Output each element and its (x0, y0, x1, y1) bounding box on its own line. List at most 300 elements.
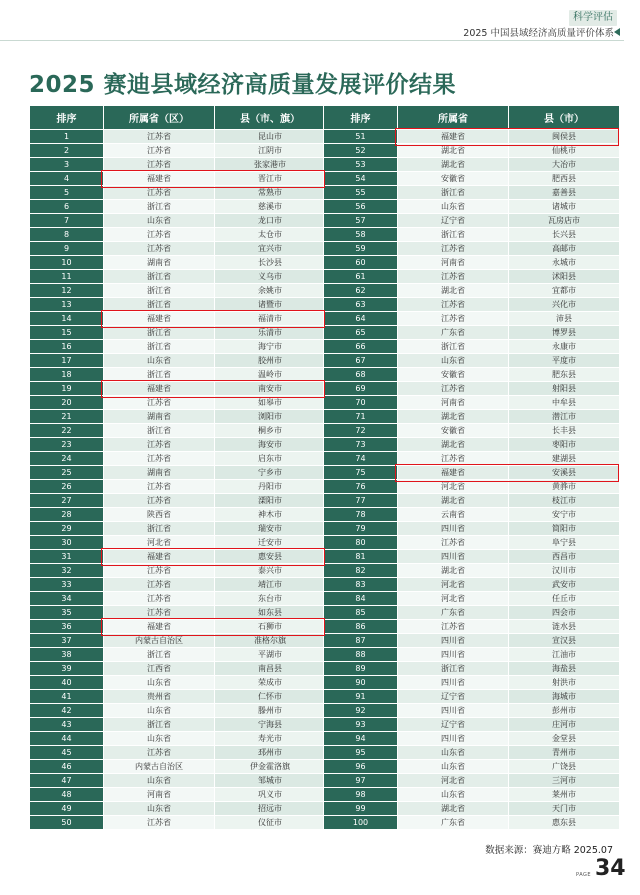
county-cell: 江油市 (509, 648, 620, 662)
table-row (30, 200, 326, 214)
county-cell: 张家港市 (215, 158, 326, 172)
table-row (324, 298, 620, 312)
rank-cell: 68 (324, 368, 398, 382)
county-cell: 惠安县 (215, 550, 326, 564)
table-row (30, 242, 326, 256)
table-row (30, 312, 326, 326)
rank-cell: 70 (324, 396, 398, 410)
province-cell: 江苏省 (398, 298, 509, 312)
table-row (324, 606, 620, 620)
table-header-row (324, 106, 620, 130)
source-note: 数据来源：赛迪方略 2025.07 (485, 845, 613, 856)
county-cell: 瓦房店市 (509, 214, 620, 228)
table-row (324, 648, 620, 662)
county-cell: 神木市 (215, 508, 326, 522)
table-row (30, 256, 326, 270)
province-cell: 浙江省 (104, 424, 215, 438)
province-cell: 浙江省 (104, 648, 215, 662)
rank-cell: 8 (30, 228, 104, 242)
table-row (30, 410, 326, 424)
column-header-rank: 排序 (30, 106, 104, 130)
rank-cell: 66 (324, 340, 398, 354)
rank-cell: 27 (30, 494, 104, 508)
province-cell: 江苏省 (104, 396, 215, 410)
rank-cell: 11 (30, 270, 104, 284)
table-row (30, 816, 326, 830)
province-cell: 四川省 (398, 648, 509, 662)
province-cell: 河北省 (398, 578, 509, 592)
rank-cell: 78 (324, 508, 398, 522)
table-row (30, 368, 326, 382)
table-row (30, 466, 326, 480)
county-cell: 兴化市 (509, 298, 620, 312)
rank-cell: 77 (324, 494, 398, 508)
table-row (324, 130, 620, 144)
page-number: 34 (595, 856, 626, 881)
page-label: PAGE (576, 872, 592, 878)
column-header-county: 县（市、旗） (215, 106, 326, 130)
province-cell: 江苏省 (398, 312, 509, 326)
table-row (30, 382, 326, 396)
province-cell: 江苏省 (104, 606, 215, 620)
county-cell: 邳州市 (215, 746, 326, 760)
province-cell: 江苏省 (104, 578, 215, 592)
rank-cell: 7 (30, 214, 104, 228)
province-cell: 浙江省 (104, 368, 215, 382)
table-header-row (30, 106, 326, 130)
county-cell: 江阴市 (215, 144, 326, 158)
rank-cell: 30 (30, 536, 104, 550)
rank-cell: 6 (30, 200, 104, 214)
province-cell: 湖北省 (398, 494, 509, 508)
county-cell: 海城市 (509, 690, 620, 704)
province-cell: 四川省 (398, 676, 509, 690)
table-row (324, 620, 620, 634)
county-cell: 肥西县 (509, 172, 620, 186)
rank-cell: 94 (324, 732, 398, 746)
county-cell: 诸暨市 (215, 298, 326, 312)
county-cell: 闽侯县 (509, 130, 620, 144)
table-row (30, 592, 326, 606)
rank-cell: 10 (30, 256, 104, 270)
rank-cell: 44 (30, 732, 104, 746)
county-cell: 瑞安市 (215, 522, 326, 536)
rank-cell: 73 (324, 438, 398, 452)
rank-cell: 12 (30, 284, 104, 298)
county-cell: 射洪市 (509, 676, 620, 690)
table-row (30, 662, 326, 676)
province-cell: 广东省 (398, 326, 509, 340)
county-cell: 南安市 (215, 382, 326, 396)
table-row (30, 606, 326, 620)
table-row (30, 620, 326, 634)
province-cell: 江苏省 (104, 158, 215, 172)
table-row (324, 550, 620, 564)
table-row (30, 550, 326, 564)
province-cell: 江苏省 (104, 228, 215, 242)
province-cell: 福建省 (104, 382, 215, 396)
county-cell: 宁乡市 (215, 466, 326, 480)
table-row (324, 172, 620, 186)
province-cell: 浙江省 (104, 340, 215, 354)
province-cell: 江苏省 (104, 130, 215, 144)
table-row (324, 760, 620, 774)
county-cell: 青州市 (509, 746, 620, 760)
rank-cell: 81 (324, 550, 398, 564)
county-cell: 太仓市 (215, 228, 326, 242)
county-cell: 诸城市 (509, 200, 620, 214)
table-row (30, 186, 326, 200)
table-row (30, 718, 326, 732)
county-cell: 金堂县 (509, 732, 620, 746)
county-cell: 荣成市 (215, 676, 326, 690)
province-cell: 江苏省 (398, 270, 509, 284)
county-cell: 宁海县 (215, 718, 326, 732)
county-cell: 宜都市 (509, 284, 620, 298)
county-cell: 安宁市 (509, 508, 620, 522)
table-row (324, 774, 620, 788)
county-cell: 桐乡市 (215, 424, 326, 438)
province-cell: 江西省 (104, 662, 215, 676)
county-cell: 沭阳县 (509, 270, 620, 284)
county-cell: 滕州市 (215, 704, 326, 718)
county-cell: 博罗县 (509, 326, 620, 340)
table-row (324, 522, 620, 536)
county-cell: 彭州市 (509, 704, 620, 718)
table-row (324, 508, 620, 522)
rank-cell: 34 (30, 592, 104, 606)
county-cell: 西昌市 (509, 550, 620, 564)
table-row (324, 816, 620, 830)
rank-cell: 52 (324, 144, 398, 158)
county-cell: 胶州市 (215, 354, 326, 368)
province-cell: 山东省 (104, 354, 215, 368)
table-row (30, 396, 326, 410)
table-row (30, 130, 326, 144)
county-cell: 庄河市 (509, 718, 620, 732)
rank-cell: 4 (30, 172, 104, 186)
rank-cell: 48 (30, 788, 104, 802)
rank-cell: 1 (30, 130, 104, 144)
table-row (30, 144, 326, 158)
province-cell: 四川省 (398, 550, 509, 564)
table-row (324, 438, 620, 452)
rank-cell: 22 (30, 424, 104, 438)
table-row (324, 312, 620, 326)
province-cell: 四川省 (398, 522, 509, 536)
province-cell: 福建省 (104, 312, 215, 326)
rank-cell: 90 (324, 676, 398, 690)
table-row (30, 438, 326, 452)
county-cell: 莱州市 (509, 788, 620, 802)
province-cell: 湖北省 (398, 564, 509, 578)
province-cell: 广东省 (398, 816, 509, 830)
rank-cell: 95 (324, 746, 398, 760)
table-row (30, 746, 326, 760)
county-cell: 广饶县 (509, 760, 620, 774)
rank-cell: 14 (30, 312, 104, 326)
table-row (324, 788, 620, 802)
county-cell: 迁安市 (215, 536, 326, 550)
rank-cell: 17 (30, 354, 104, 368)
rank-cell: 43 (30, 718, 104, 732)
rank-cell: 63 (324, 298, 398, 312)
province-cell: 辽宁省 (398, 718, 509, 732)
county-cell: 海盐县 (509, 662, 620, 676)
rank-cell: 2 (30, 144, 104, 158)
rank-cell: 40 (30, 676, 104, 690)
province-cell: 安徽省 (398, 172, 509, 186)
province-cell: 贵州省 (104, 690, 215, 704)
province-cell: 江苏省 (104, 438, 215, 452)
table-row (30, 634, 326, 648)
county-cell: 启东市 (215, 452, 326, 466)
province-cell: 山东省 (398, 760, 509, 774)
county-cell: 嘉善县 (509, 186, 620, 200)
county-cell: 招远市 (215, 802, 326, 816)
province-cell: 四川省 (398, 732, 509, 746)
province-cell: 山东省 (398, 200, 509, 214)
rank-cell: 47 (30, 774, 104, 788)
rank-cell: 57 (324, 214, 398, 228)
province-cell: 福建省 (398, 130, 509, 144)
province-cell: 江苏省 (104, 564, 215, 578)
header-subtitle: 2025 中国县域经济高质量评价体系 (463, 28, 614, 39)
rank-cell: 69 (324, 382, 398, 396)
county-cell: 中牟县 (509, 396, 620, 410)
rank-cell: 24 (30, 452, 104, 466)
rank-cell: 16 (30, 340, 104, 354)
rank-cell: 91 (324, 690, 398, 704)
county-cell: 阜宁县 (509, 536, 620, 550)
table-row (324, 592, 620, 606)
rank-cell: 38 (30, 648, 104, 662)
province-cell: 浙江省 (398, 186, 509, 200)
table-row (324, 270, 620, 284)
county-cell: 晋江市 (215, 172, 326, 186)
county-cell: 温岭市 (215, 368, 326, 382)
province-cell: 安徽省 (398, 424, 509, 438)
table-row (30, 340, 326, 354)
county-cell: 寿光市 (215, 732, 326, 746)
province-cell: 山东省 (104, 732, 215, 746)
table-row (324, 396, 620, 410)
county-cell: 三河市 (509, 774, 620, 788)
province-cell: 河北省 (398, 774, 509, 788)
province-cell: 湖北省 (398, 410, 509, 424)
table-row (30, 774, 326, 788)
column-header-province: 所属省 (398, 106, 509, 130)
rank-cell: 97 (324, 774, 398, 788)
table-row (324, 354, 620, 368)
county-cell: 长丰县 (509, 424, 620, 438)
rank-cell: 49 (30, 802, 104, 816)
ranking-table-right (323, 105, 620, 830)
county-cell: 乐清市 (215, 326, 326, 340)
rank-cell: 29 (30, 522, 104, 536)
province-cell: 广东省 (398, 606, 509, 620)
province-cell: 江苏省 (104, 186, 215, 200)
rank-cell: 50 (30, 816, 104, 830)
rank-cell: 18 (30, 368, 104, 382)
province-cell: 山东省 (104, 802, 215, 816)
county-cell: 肥东县 (509, 368, 620, 382)
county-cell: 枣阳市 (509, 438, 620, 452)
province-cell: 湖北省 (398, 158, 509, 172)
rank-cell: 84 (324, 592, 398, 606)
rank-cell: 86 (324, 620, 398, 634)
county-cell: 靖江市 (215, 578, 326, 592)
county-cell: 安溪县 (509, 466, 620, 480)
province-cell: 河北省 (398, 592, 509, 606)
rank-cell: 46 (30, 760, 104, 774)
rank-cell: 100 (324, 816, 398, 830)
county-cell: 汉川市 (509, 564, 620, 578)
county-cell: 任丘市 (509, 592, 620, 606)
table-row (324, 690, 620, 704)
rank-cell: 31 (30, 550, 104, 564)
table-row (324, 158, 620, 172)
rank-cell: 28 (30, 508, 104, 522)
county-cell: 宜兴市 (215, 242, 326, 256)
province-cell: 山东省 (104, 774, 215, 788)
county-cell: 余姚市 (215, 284, 326, 298)
county-cell: 潜江市 (509, 410, 620, 424)
province-cell: 湖北省 (398, 284, 509, 298)
province-cell: 山东省 (398, 746, 509, 760)
rank-cell: 20 (30, 396, 104, 410)
table-row (30, 172, 326, 186)
province-cell: 内蒙古自治区 (104, 760, 215, 774)
province-cell: 江苏省 (398, 242, 509, 256)
province-cell: 浙江省 (104, 270, 215, 284)
table-row (324, 144, 620, 158)
table-row (30, 648, 326, 662)
rank-cell: 65 (324, 326, 398, 340)
county-cell: 惠东县 (509, 816, 620, 830)
table-row (30, 564, 326, 578)
table-row (30, 424, 326, 438)
province-cell: 四川省 (398, 704, 509, 718)
rank-cell: 56 (324, 200, 398, 214)
table-row (324, 662, 620, 676)
rank-cell: 42 (30, 704, 104, 718)
table-row (324, 466, 620, 480)
rank-cell: 83 (324, 578, 398, 592)
province-cell: 云南省 (398, 508, 509, 522)
rank-cell: 76 (324, 480, 398, 494)
table-row (324, 284, 620, 298)
province-cell: 山东省 (104, 704, 215, 718)
province-cell: 江苏省 (104, 592, 215, 606)
rank-cell: 88 (324, 648, 398, 662)
province-cell: 河南省 (398, 396, 509, 410)
county-cell: 简阳市 (509, 522, 620, 536)
county-cell: 泰兴市 (215, 564, 326, 578)
table-row (324, 564, 620, 578)
province-cell: 安徽省 (398, 368, 509, 382)
province-cell: 浙江省 (398, 228, 509, 242)
province-cell: 江苏省 (398, 452, 509, 466)
table-row (30, 298, 326, 312)
county-cell: 建湖县 (509, 452, 620, 466)
table-row (324, 578, 620, 592)
table-row (324, 634, 620, 648)
section-tag: 科学评估 (569, 10, 617, 26)
rank-cell: 15 (30, 326, 104, 340)
province-cell: 江苏省 (104, 480, 215, 494)
province-cell: 湖北省 (398, 438, 509, 452)
county-cell: 宣汉县 (509, 634, 620, 648)
province-cell: 河北省 (398, 480, 509, 494)
table-row (324, 494, 620, 508)
province-cell: 湖北省 (398, 802, 509, 816)
county-cell: 福清市 (215, 312, 326, 326)
column-header-county: 县（市） (509, 106, 620, 130)
county-cell: 黄骅市 (509, 480, 620, 494)
table-row (30, 704, 326, 718)
rank-cell: 21 (30, 410, 104, 424)
table-row (324, 200, 620, 214)
province-cell: 福建省 (104, 172, 215, 186)
rank-cell: 62 (324, 284, 398, 298)
province-cell: 江苏省 (398, 536, 509, 550)
table-row (324, 424, 620, 438)
table-row (324, 228, 620, 242)
rank-cell: 82 (324, 564, 398, 578)
column-header-rank: 排序 (324, 106, 398, 130)
rank-cell: 54 (324, 172, 398, 186)
county-cell: 大冶市 (509, 158, 620, 172)
rank-cell: 45 (30, 746, 104, 760)
rank-cell: 75 (324, 466, 398, 480)
province-cell: 浙江省 (104, 326, 215, 340)
table-row (30, 228, 326, 242)
province-cell: 辽宁省 (398, 214, 509, 228)
table-row (324, 410, 620, 424)
county-cell: 天门市 (509, 802, 620, 816)
rank-cell: 92 (324, 704, 398, 718)
table-row (30, 354, 326, 368)
county-cell: 长兴县 (509, 228, 620, 242)
table-row (30, 214, 326, 228)
rank-cell: 72 (324, 424, 398, 438)
county-cell: 常熟市 (215, 186, 326, 200)
ranking-table-left (29, 105, 326, 830)
rank-cell: 67 (324, 354, 398, 368)
rank-cell: 33 (30, 578, 104, 592)
table-row (30, 760, 326, 774)
table-row (324, 732, 620, 746)
county-cell: 射阳县 (509, 382, 620, 396)
county-cell: 涟水县 (509, 620, 620, 634)
table-row (30, 158, 326, 172)
province-cell: 山东省 (398, 788, 509, 802)
rank-cell: 51 (324, 130, 398, 144)
table-row (30, 676, 326, 690)
table-row (324, 368, 620, 382)
county-cell: 平湖市 (215, 648, 326, 662)
county-cell: 慈溪市 (215, 200, 326, 214)
table-row (324, 718, 620, 732)
county-cell: 枝江市 (509, 494, 620, 508)
rank-cell: 26 (30, 480, 104, 494)
rank-cell: 60 (324, 256, 398, 270)
province-cell: 江苏省 (104, 242, 215, 256)
table-row (30, 480, 326, 494)
county-cell: 如东县 (215, 606, 326, 620)
province-cell: 辽宁省 (398, 690, 509, 704)
